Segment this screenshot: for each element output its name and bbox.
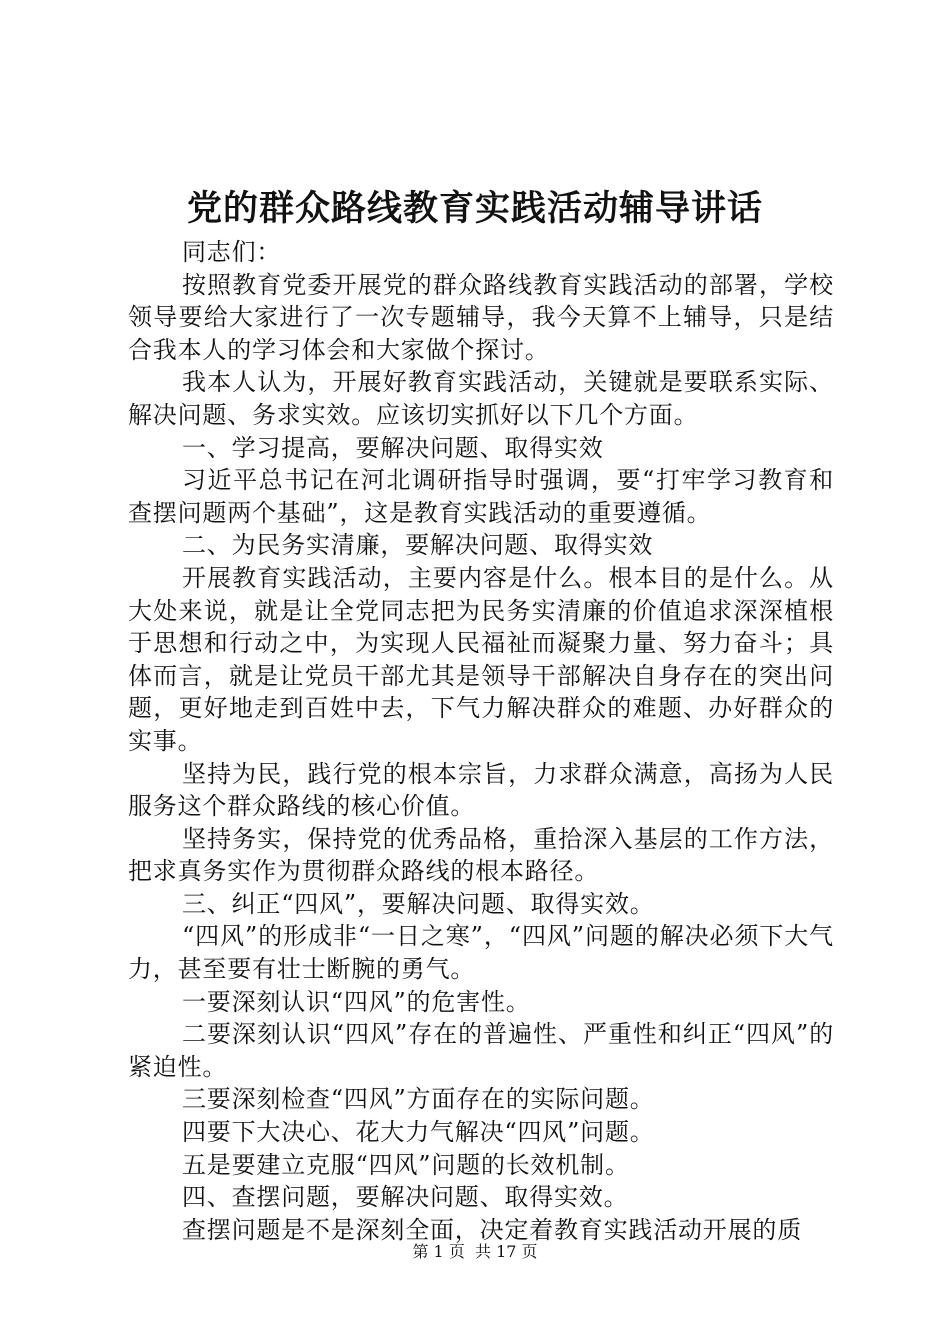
list-item: 一要深刻认识“四风”的危害性。 xyxy=(182,987,531,1016)
paragraph: 我本人认为，开展好教育实践活动，关键就是要联系实际、解决问题、务求实效。应该切实抓好以下几个方面。 xyxy=(128,368,834,429)
paragraph: 习近平总书记在河北调研指导时强调，要“打牢学习教育和查摆问题两个基础”，这是教育实践活动的重要遵循。 xyxy=(128,466,834,527)
paragraph: 坚持务实，保持党的优秀品格，重拾深入基层的工作方法，把求真务实作为贯彻群众路线的根本路径。 xyxy=(128,824,834,886)
section-heading: 一、学习提高，要解决问题、取得实效 xyxy=(182,433,604,462)
list-item: 二要深刻认识“四风”存在的普遍性、严重性和纠正“四风”的紧迫性。 xyxy=(128,1020,834,1081)
section-heading: 三、纠正“四风”，要解决问题、取得实效。 xyxy=(182,889,655,918)
document-title: 党的群众路线教育实践活动辅导讲话 xyxy=(186,188,763,229)
list-item: 四要下大决心、花大力气解决“四风”问题。 xyxy=(182,1118,655,1147)
paragraph: 坚持为民，践行党的根本宗旨，力求群众满意，高扬为人民服务这个群众路线的核心价值。 xyxy=(128,759,834,821)
list-item: 三要深刻检查“四风”方面存在的实际问题。 xyxy=(182,1085,655,1114)
list-item: 五是要建立克服“四风”问题的长效机制。 xyxy=(182,1150,630,1179)
paragraph: 按照教育党委开展党的群众路线教育实践活动的部署，学校领导要给大家进行了一次专题辅导，我今天算不上辅导，只是结合我本人的学习体会和大家做个探讨。 xyxy=(128,270,834,364)
section-heading: 四、查摆问题，要解决问题、取得实效。 xyxy=(182,1183,629,1212)
page-footer xyxy=(0,1240,950,1264)
paragraph: “四风”的形成非“一日之寒”，“四风”问题的解决必须下大气力，甚至要有壮士断腕的勇气。 xyxy=(128,922,834,984)
paragraph: 开展教育实践活动，主要内容是什么。根本目的是什么。从大处来说，就是让全党同志把为民务实清廉的价值追求深深植根于思想和行动之中，为实现人民福祉而凝聚力量、努力奋斗；具体而言，就是让党员干部尤其是领导干部解决自身存在的突出问题，更好地走到百姓中去，下气力解决群众的难题、办好群众的实事。 xyxy=(128,563,834,755)
page-number-label: 第 1 页 共 17 页 xyxy=(412,1242,538,1261)
paragraph: 查摆问题是不是深刻全面，决定着教育实践活动开展的质 xyxy=(182,1215,802,1244)
section-heading: 二、为民务实清廉，要解决问题、取得实效 xyxy=(182,531,654,560)
document-body xyxy=(128,236,834,1246)
salutation: 同志们： xyxy=(182,238,282,266)
